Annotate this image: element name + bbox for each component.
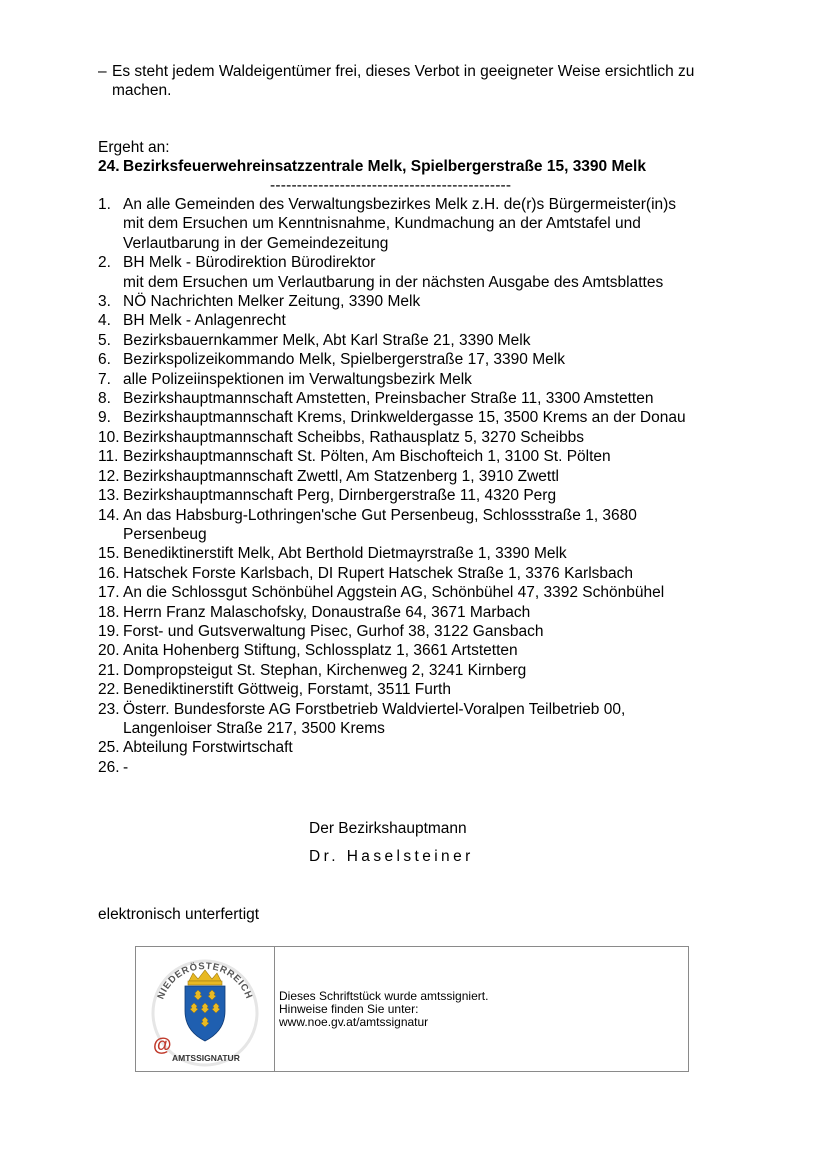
list-item-text: Bezirkshauptmannschaft St. Pölten, Am Bischofteich 1, 3100 St. Pölten <box>123 448 611 466</box>
list-item-number: 10. <box>98 428 120 446</box>
primary-recipient-number: 24. <box>98 158 120 175</box>
list-item-text: BH Melk - Bürodirektion Bürodirektor <box>123 254 376 272</box>
amtssignatur-seal-icon <box>139 951 271 1069</box>
list-item-number: 14. <box>98 506 120 524</box>
coat-of-arms-icon <box>185 970 225 1041</box>
list-item <box>98 467 758 486</box>
list-item-continuation: Persenbeug <box>123 525 207 543</box>
primary-recipient <box>98 157 646 176</box>
list-item-text: Abteilung Forstwirtschaft <box>123 739 293 757</box>
list-item-number: 9. <box>98 409 111 427</box>
list-item-text: Bezirkshauptmannschaft Zwettl, Am Statzenberg 1, 3910 Zwettl <box>123 467 559 485</box>
list-item <box>98 661 758 680</box>
seal-arc-text: NIEDERÖSTERREICH <box>155 960 255 1001</box>
list-item <box>98 253 758 292</box>
list-item-continuation: mit dem Ersuchen um Kenntnisnahme, Kundmachung an der Amtstafel und <box>123 215 641 233</box>
list-item <box>98 408 758 427</box>
list-item-number: 15. <box>98 545 120 563</box>
electronic-signature-note: elektronisch unterfertigt <box>98 906 260 923</box>
list-item <box>98 292 758 311</box>
list-item <box>98 428 758 447</box>
list-item-continuation: Verlautbarung in der Gemeindezeitung <box>123 234 389 252</box>
list-item-text: Österr. Bundesforste AG Forstbetrieb Waldviertel-Voralpen Teilbetrieb 00, <box>123 700 626 718</box>
list-item-text: Hatschek Forste Karlsbach, DI Rupert Hatschek Straße 1, 3376 Karlsbach <box>123 564 634 582</box>
list-item-number: 3. <box>98 293 111 311</box>
list-item <box>98 506 758 545</box>
list-item <box>98 758 758 777</box>
list-item-text: Bezirksbauernkammer Melk, Abt Karl Straße 21, 3390 Melk <box>123 331 531 349</box>
list-item-number: 4. <box>98 312 111 330</box>
list-item <box>98 331 758 350</box>
list-item <box>98 680 758 699</box>
list-item-number: 8. <box>98 390 111 408</box>
list-item-text: Bezirkspolizeikommando Melk, Spielbergerstraße 17, 3390 Melk <box>123 351 565 369</box>
list-item-text: Benediktinerstift Melk, Abt Berthold Dietmayrstraße 1, 3390 Melk <box>123 545 567 563</box>
list-item <box>98 564 758 583</box>
list-item-number: 18. <box>98 603 120 621</box>
list-item-number: 20. <box>98 642 120 660</box>
list-item <box>98 370 758 389</box>
list-item-number: 23. <box>98 700 120 718</box>
list-item <box>98 447 758 466</box>
list-item-text: Benediktinerstift Göttweig, Forstamt, 3511 Furth <box>123 681 451 699</box>
list-item-number: 1. <box>98 196 111 213</box>
list-item-text: An die Schlossgut Schönbühel Aggstein AG, Schönbühel 47, 3392 Schönbühel <box>123 584 665 602</box>
list-item-number: 5. <box>98 331 111 349</box>
intro-dash: – <box>98 63 107 80</box>
list-item-number: 22. <box>98 681 120 699</box>
list-item-text: NÖ Nachrichten Melker Zeitung, 3390 Melk <box>123 293 421 311</box>
list-item-number: 17. <box>98 584 120 602</box>
list-item-text: Herrn Franz Malaschofsky, Donaustraße 64, 3671 Marbach <box>123 603 531 621</box>
seal-label: AMTSSIGNATUR <box>172 1053 240 1063</box>
list-item-continuation: Langenloiser Straße 217, 3500 Krems <box>123 719 385 737</box>
intro-paragraph <box>98 62 758 101</box>
list-item-text: Bezirkshauptmannschaft Amstetten, Preinsbacher Straße 11, 3300 Amstetten <box>123 390 654 408</box>
list-item-number: 25. <box>98 739 120 757</box>
list-item <box>98 603 758 622</box>
list-item-number: 26. <box>98 758 120 776</box>
list-item-text: Forst- und Gutsverwaltung Pisec, Gurhof 38, 3122 Gansbach <box>123 622 544 640</box>
list-item-text: Dompropsteigut St. Stephan, Kirchenweg 2, 3241 Kirnberg <box>123 661 527 679</box>
at-symbol-icon: @ <box>153 1035 172 1056</box>
list-item-text: Bezirkshauptmannschaft Scheibbs, Rathausplatz 5, 3270 Scheibbs <box>123 428 584 446</box>
list-item-text: - <box>123 758 129 776</box>
list-item <box>98 700 758 739</box>
list-item-text: Bezirkshauptmannschaft Krems, Drinkweldergasse 15, 3500 Krems an der Donau <box>123 409 686 427</box>
list-item-text: An das Habsburg-Lothringen'sche Gut Persenbeug, Schlossstraße 1, 3680 <box>123 506 637 524</box>
list-item <box>98 583 758 602</box>
list-item-text: alle Polizeiinspektionen im Verwaltungsbezirk Melk <box>123 370 472 388</box>
list-item <box>98 544 758 563</box>
distribution-label: Ergeht an: <box>98 139 170 156</box>
primary-recipient-text: Bezirksfeuerwehreinsatzzentrale Melk, Spielbergerstraße 15, 3390 Melk <box>123 158 646 175</box>
list-item-number: 19. <box>98 622 120 640</box>
list-item <box>98 311 758 330</box>
list-item-text: An alle Gemeinden des Verwaltungsbezirkes Melk z.H. de(r)s Bürgermeister(in)s <box>123 196 677 213</box>
separator-line: --------------------------------------------- <box>270 177 512 194</box>
signature-title: Der Bezirkshauptmann <box>309 820 467 837</box>
list-item <box>98 350 758 369</box>
seal-logo-cell <box>136 947 275 1071</box>
signature-name: Dr. Haselsteiner <box>309 848 474 865</box>
list-item-number: 11. <box>98 448 119 466</box>
list-item <box>98 641 758 660</box>
seal-text-cell <box>275 947 488 1071</box>
list-item-number: 12. <box>98 467 120 485</box>
list-item-number: 13. <box>98 487 120 505</box>
list-item-text: BH Melk - Anlagenrecht <box>123 312 286 330</box>
list-item <box>98 195 758 253</box>
list-item <box>98 389 758 408</box>
seal-text-line: Dieses Schriftstück wurde amtssigniert. <box>279 989 489 1003</box>
list-item <box>98 738 758 757</box>
list-item <box>98 486 758 505</box>
list-item-text: Anita Hohenberg Stiftung, Schlossplatz 1, 3661 Artstetten <box>123 642 518 660</box>
intro-text: Es steht jedem Waldeigentümer frei, dieses Verbot in geeigneter Weise ersichtlich zu machen. <box>112 63 695 100</box>
recipient-list <box>98 195 758 777</box>
seal-text-line: Hinweise finden Sie unter: <box>279 1002 419 1016</box>
signature-seal-box <box>135 946 689 1072</box>
list-item-number: 6. <box>98 351 111 369</box>
list-item-number: 21. <box>98 661 120 679</box>
list-item <box>98 622 758 641</box>
list-item-number: 16. <box>98 564 120 582</box>
seal-text-line: www.noe.gv.at/amtssignatur <box>279 1015 429 1029</box>
list-item-continuation: mit dem Ersuchen um Verlautbarung in der nächsten Ausgabe des Amtsblattes <box>123 273 664 291</box>
list-item-number: 7. <box>98 370 111 388</box>
list-item-number: 2. <box>98 254 111 272</box>
list-item-text: Bezirkshauptmannschaft Perg, Dirnbergerstraße 11, 4320 Perg <box>123 487 557 505</box>
